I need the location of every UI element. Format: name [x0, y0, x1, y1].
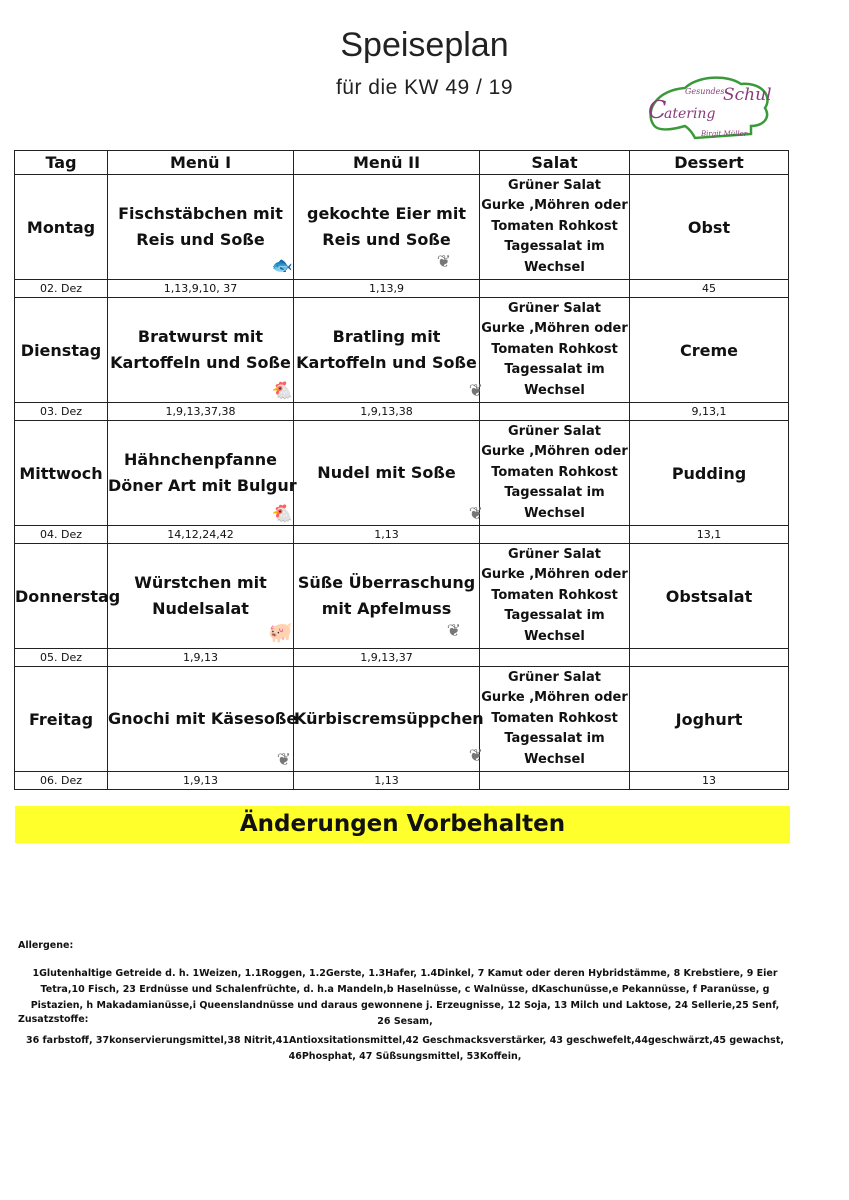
- column-header-salat: Salat: [480, 151, 630, 175]
- svg-text:atering: atering: [664, 106, 716, 122]
- salad-line: Gurke ,Möhren oder: [481, 198, 628, 214]
- salad-line: Wechsel: [524, 259, 585, 275]
- allergene-text: 1Glutenhaltige Getreide d. h. 1Weizen, 1.1Roggen, 1.2Gerste, 1.3Hafer, 1.4Dinkel, 7 Kamut oder deren Hybridstämme, 8 Krebstiere, 9 Eier Tetra,10 Fisch, 23 Erdnüsse und Schalenfrüchte, d. h.a Mandeln,b Haselnüsse, c Walnüsse, dKaschunüsse,e Pekannüsse, f Paranüsse, g Pistazien, h Makadamianüsse,i Queenslandnüsse und daraus gewonnene j. Erzeugnisse, 12 Soja, 13 Milch und Laktose, 24 Sellerie,25 Senf, 26 Sesam,: [30, 968, 780, 1027]
- salad-line: Wechsel: [524, 751, 585, 767]
- dessert-codes: 45: [630, 280, 789, 298]
- salad-line: Grüner Salat: [508, 669, 601, 685]
- meal-line: Bratling mit: [332, 327, 441, 346]
- table-row: [15, 421, 789, 526]
- menu2-cell: [294, 544, 480, 649]
- salad-line: Wechsel: [524, 505, 585, 521]
- vegetable-icon: ❦: [468, 504, 483, 524]
- menu1-cell: [108, 298, 294, 403]
- salad-cell: [480, 667, 630, 772]
- salad-line: Gurke ,Möhren oder: [481, 444, 628, 460]
- table-row: [15, 298, 789, 403]
- meal-line: Kartoffeln und Soße: [110, 353, 291, 372]
- vegetable-icon: ❦: [468, 746, 483, 766]
- svg-text:C: C: [648, 96, 667, 124]
- chicken-icon: 🐔: [271, 381, 293, 401]
- salad-codes: [480, 280, 630, 298]
- meal-line: Gnochi mit Käsesoße: [108, 709, 298, 728]
- day-date: 06. Dez: [15, 772, 108, 790]
- menu2-cell: [294, 421, 483, 526]
- salad-line: Wechsel: [524, 382, 585, 398]
- salad-line: Gurke ,Möhren oder: [481, 321, 628, 337]
- meal-line: gekochte Eier mit: [307, 204, 466, 223]
- column-header-dessert: Dessert: [630, 151, 789, 175]
- dessert-codes: 9,13,1: [630, 403, 789, 421]
- zusatzstoffe-heading: Zusatzstoffe:: [18, 1014, 89, 1025]
- menu2-cell: [294, 298, 483, 403]
- page-subtitle: für die KW 49 / 19: [335, 76, 514, 99]
- zusatzstoffe-text: 36 farbstoff, 37konservierungsmittel,38 Nitrit,41Antioxsitationsmittel,42 Geschmacksverstärker, 43 geschwefelt,44geschwärzt,45 gewachst, 46Phosphat, 47 Süßsungsmittel, 53Koffein,: [26, 1035, 784, 1062]
- day-date: 04. Dez: [15, 526, 108, 544]
- menu1-codes: 1,9,13: [108, 649, 294, 667]
- vegetable-icon: ❦: [468, 381, 483, 401]
- meal-line: Reis und Soße: [136, 230, 265, 249]
- salad-line: Tomaten Rohkost: [491, 341, 618, 357]
- vegetable-icon: ❦: [446, 621, 461, 641]
- table-header-row: [15, 151, 789, 175]
- meal-line: Würstchen mit: [134, 573, 267, 592]
- menu2-cell: [294, 667, 484, 772]
- catering-logo: [645, 72, 775, 150]
- salad-cell: [480, 421, 630, 526]
- menu2-codes: 1,9,13,37: [294, 649, 480, 667]
- page-title: Speiseplan: [340, 26, 509, 64]
- salad-cell: [480, 298, 630, 403]
- meal-line: Süße Überraschung: [297, 573, 476, 592]
- salad-line: Tomaten Rohkost: [491, 464, 618, 480]
- meal-line: Reis und Soße: [322, 230, 451, 249]
- pig-icon: 🐖: [268, 620, 293, 644]
- svg-text:Schul: Schul: [723, 85, 772, 105]
- salad-cell: [480, 544, 630, 649]
- dessert-cell: Pudding: [630, 421, 789, 526]
- salad-cell: [480, 175, 630, 280]
- salad-codes: [480, 649, 630, 667]
- menu1-cell: [108, 175, 294, 280]
- salad-line: Tagessalat im: [504, 731, 605, 747]
- table-row: [15, 403, 789, 421]
- day-name: Montag: [15, 175, 108, 280]
- column-header-menu1: Menü I: [108, 151, 294, 175]
- salad-line: Gurke ,Möhren oder: [481, 567, 628, 583]
- salad-line: Tagessalat im: [504, 485, 605, 501]
- vegetable-icon: ❦: [276, 750, 291, 770]
- table-row: [15, 667, 789, 772]
- salad-line: Tomaten Rohkost: [491, 587, 618, 603]
- meal-line: Hähnchenpfanne: [124, 450, 277, 469]
- salad-line: Wechsel: [524, 628, 585, 644]
- dessert-codes: 13,1: [630, 526, 789, 544]
- column-header-tag: Tag: [15, 151, 108, 175]
- vegetable-icon: ❦: [436, 252, 451, 272]
- day-date: 02. Dez: [15, 280, 108, 298]
- salad-line: Grüner Salat: [508, 546, 601, 562]
- meal-line: Kürbiscremsüppchen: [294, 709, 484, 728]
- table-row: [15, 280, 789, 298]
- day-name: Donnerstag: [15, 544, 108, 649]
- menu2-codes: 1,9,13,38: [294, 403, 480, 421]
- table-row: [15, 526, 789, 544]
- salad-line: Tagessalat im: [504, 608, 605, 624]
- menu1-codes: 1,13,9,10, 37: [108, 280, 294, 298]
- dessert-codes: [630, 649, 789, 667]
- table-row: [15, 772, 789, 790]
- menu1-codes: 14,12,24,42: [108, 526, 294, 544]
- salad-line: Tagessalat im: [504, 362, 605, 378]
- meal-line: Döner Art mit Bulgur: [108, 476, 297, 495]
- menu2-cell: [294, 175, 480, 280]
- salad-line: Grüner Salat: [508, 300, 601, 316]
- salad-codes: [480, 403, 630, 421]
- meal-line: Nudelsalat: [152, 599, 249, 618]
- salad-line: Tomaten Rohkost: [491, 710, 618, 726]
- salad-line: Grüner Salat: [508, 423, 601, 439]
- meal-line: Bratwurst mit: [137, 327, 264, 346]
- fish-icon: 🐟: [271, 256, 293, 276]
- dessert-codes: 13: [630, 772, 789, 790]
- salad-line: Tagessalat im: [504, 239, 605, 255]
- changes-reserved-banner: Änderungen Vorbehalten: [15, 806, 790, 843]
- dessert-cell: Obstsalat: [630, 544, 789, 649]
- svg-text:Gesundes: Gesundes: [685, 87, 725, 96]
- dessert-cell: Joghurt: [630, 667, 789, 772]
- menu1-cell: [108, 421, 297, 526]
- menu2-codes: 1,13: [294, 526, 480, 544]
- menu1-cell: [108, 544, 294, 649]
- table-row: [15, 649, 789, 667]
- day-name: Freitag: [15, 667, 108, 772]
- menu1-cell: [108, 667, 298, 772]
- salad-codes: [480, 526, 630, 544]
- chicken-icon: 🐔: [271, 504, 293, 524]
- menu-table: [14, 150, 789, 790]
- menu1-codes: 1,9,13: [108, 772, 294, 790]
- menu1-codes: 1,9,13,37,38: [108, 403, 294, 421]
- meal-line: Nudel mit Soße: [317, 463, 456, 482]
- meal-line: Fischstäbchen mit: [118, 204, 283, 223]
- menu2-codes: 1,13: [294, 772, 480, 790]
- menu2-codes: 1,13,9: [294, 280, 480, 298]
- meal-line: Kartoffeln und Soße: [296, 353, 477, 372]
- column-header-menu2: Menü II: [294, 151, 480, 175]
- svg-text:Birgit Müller: Birgit Müller: [701, 130, 748, 138]
- day-name: Mittwoch: [15, 421, 108, 526]
- dessert-cell: Obst: [630, 175, 789, 280]
- salad-line: Grüner Salat: [508, 177, 601, 193]
- meal-line: mit Apfelmuss: [321, 599, 452, 618]
- salad-codes: [480, 772, 630, 790]
- day-date: 05. Dez: [15, 649, 108, 667]
- salad-line: Gurke ,Möhren oder: [481, 690, 628, 706]
- dessert-cell: Creme: [630, 298, 789, 403]
- day-date: 03. Dez: [15, 403, 108, 421]
- day-name: Dienstag: [15, 298, 108, 403]
- allergene-heading: Allergene:: [18, 940, 74, 951]
- table-row: [15, 544, 789, 649]
- salad-line: Tomaten Rohkost: [491, 218, 618, 234]
- table-row: [15, 175, 789, 280]
